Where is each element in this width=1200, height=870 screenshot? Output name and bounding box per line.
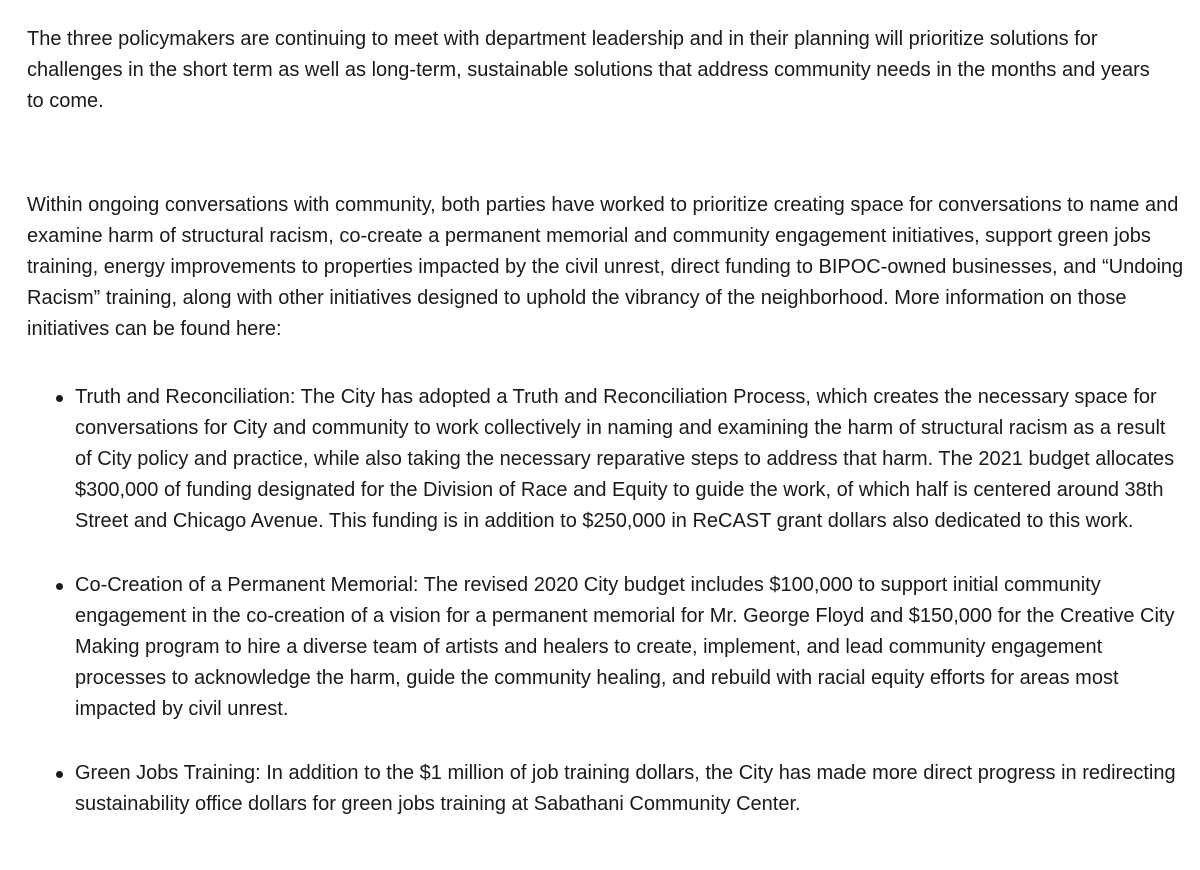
list-item-text: Green Jobs Training: In addition to the $1 million of job training dollars, the City has made more direct progress in redirecting sustainability office dollars for green jobs training at Sabathani Community Center.: [75, 761, 1176, 815]
bullet-icon: [56, 395, 63, 402]
initiatives-list: [27, 382, 1186, 820]
list-item-text: Co-Creation of a Permanent Memorial: The revised 2020 City budget includes $100,000 to support initial community engagement in the co-creation of a vision for a permanent memorial for Mr. George Floyd and $150,000 for the Creative City Making program to hire a diverse team of artists and healers to create, implement, and lead community engagement processes to acknowledge the harm, guide the community healing, and rebuild with racial equity efforts for areas most impacted by civil unrest.: [75, 573, 1175, 721]
list-item: [27, 382, 1186, 538]
paragraph-community-conversations: Within ongoing conversations with community, both parties have worked to prioritize creating space for conversations to name and examine harm of structural racism, co-create a permanent memorial and community engagement initiatives, support green jobs training, energy improvements to properties impacted by the civil unrest, direct funding to BIPOC-owned businesses, and “Undoing Racism” training, along with other initiatives designed to uphold the vibrancy of the neighborhood. More information on those initiatives can be found here:: [27, 193, 1184, 341]
list-item-text: Truth and Reconciliation: The City has adopted a Truth and Reconciliation Process, which creates the necessary space for conversations for City and community to work collectively in naming and examining the harm of structural racism as a result of City policy and practice, while also taking the necessary reparative steps to address that harm. The 2021 budget allocates $300,000 of funding designated for the Division of Race and Equity to guide the work, of which half is centered around 38th Street and Chicago Avenue. This funding is in addition to $250,000 in ReCAST grant dollars also dedicated to this work.: [75, 385, 1175, 533]
bullet-icon: [56, 771, 63, 778]
list-item: [27, 570, 1186, 726]
list-item: [27, 758, 1186, 820]
paragraph-policymakers: The three policymakers are continuing to meet with department leadership and in their planning will prioritize solutions for challenges in the short term as well as long-term, sustainable solutions that address community needs in the months and years to come.: [27, 28, 1150, 113]
bullet-icon: [56, 583, 63, 590]
